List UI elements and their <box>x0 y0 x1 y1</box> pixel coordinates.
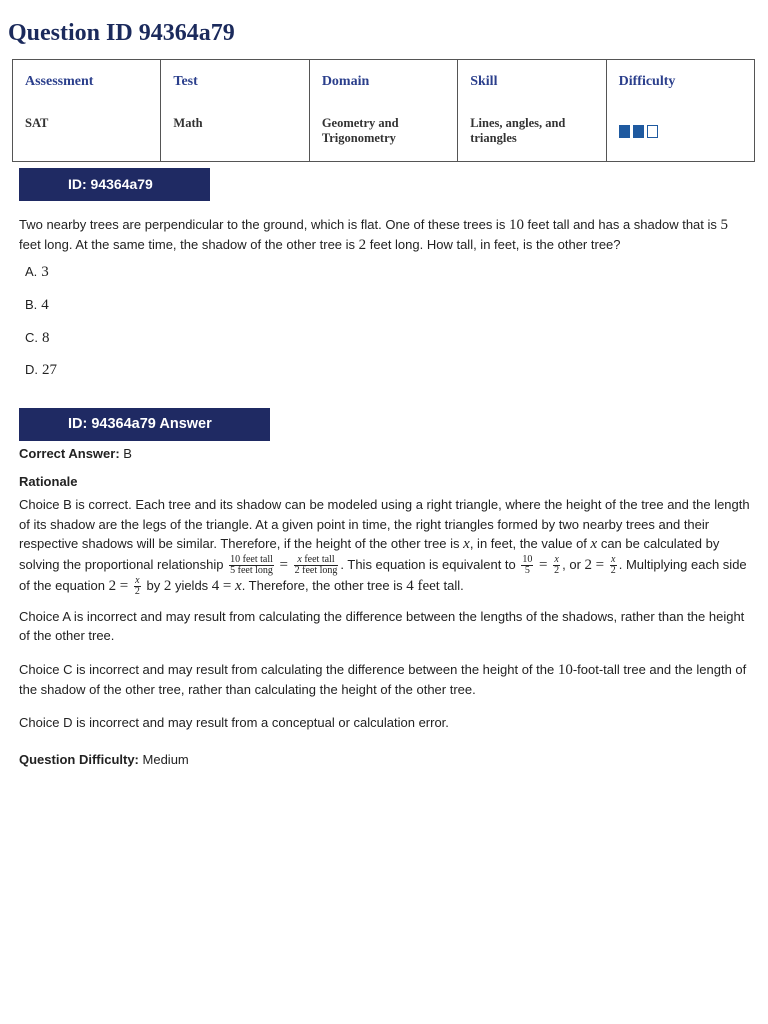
skill-column <box>458 60 606 161</box>
variable-x: x <box>297 553 302 565</box>
question-text-2: feet tall and has a shadow that is <box>523 217 721 232</box>
domain-value-line1: Geometry and <box>321 116 399 130</box>
difficulty-header: Difficulty <box>618 74 676 89</box>
rationale-text: , in feet, the value of <box>469 536 591 551</box>
fraction-denominator: 5 <box>524 564 530 576</box>
rationale-text: . Therefore, the other tree is <box>241 577 407 593</box>
question-number-10: 10 <box>508 217 524 233</box>
difficulty-box-empty <box>647 125 658 138</box>
rationale-text: -foot-tall tree and the length of the shadow of the other tree, rather than calculating the height of the other tree. <box>19 662 747 697</box>
difficulty-box-filled <box>633 125 644 138</box>
equals-sign: = <box>539 556 548 573</box>
fraction-numerator: 10 feet tall <box>230 553 273 565</box>
answer-4-feet: 4 feet <box>406 577 440 594</box>
number-4: 4 <box>211 577 220 594</box>
variable-x: x <box>135 574 140 586</box>
variable-x: x <box>590 536 598 552</box>
domain-header: Domain <box>321 74 370 89</box>
number-2: 2 <box>163 577 172 594</box>
fraction-denominator: 5 feet long <box>230 564 273 576</box>
number-2: 2 <box>584 556 593 573</box>
fraction-numerator <box>610 555 617 566</box>
fraction-denominator: 2 feet long <box>294 564 338 576</box>
choice-letter: D. <box>25 362 38 377</box>
correct-answer-label: Correct Answer: <box>19 446 120 461</box>
assessment-column <box>13 60 161 161</box>
fraction-10-over-5 <box>521 555 533 576</box>
choice-letter: B. <box>25 297 38 312</box>
choice-c-explanation <box>19 660 751 699</box>
assessment-value: SAT <box>25 116 49 130</box>
fraction-10-over-5-feet <box>229 555 274 576</box>
page-title: Question ID 94364a79 <box>8 20 235 46</box>
rationale-text: tall. <box>439 577 464 593</box>
rationale-text: yields <box>171 577 212 593</box>
metadata-table <box>12 59 755 162</box>
equals-sign: = <box>279 556 288 573</box>
difficulty-column <box>607 60 754 161</box>
domain-column <box>310 60 458 161</box>
domain-value <box>322 116 399 146</box>
question-stem <box>19 215 751 255</box>
rationale-text: Choice B is correct. Each tree and its shadow can be modeled using a right triangle, where the height of the tree and the length of its shadow are the legs of the triangle. At a given point in time, the right triangles formed by two nearby trees and their respective shadows will be similar. Therefore, if the height of the other tree is <box>19 497 750 551</box>
test-header: Test <box>173 74 198 89</box>
difficulty-box-filled <box>619 125 630 138</box>
fraction-denominator: 2 <box>554 564 560 576</box>
skill-value-line1: Lines, angles, and <box>470 116 566 130</box>
rationale-text: . This equation is equivalent to <box>340 556 520 572</box>
assessment-header: Assessment <box>25 74 94 89</box>
choice-value: 4 <box>41 297 49 313</box>
fraction-denominator: 2 <box>610 564 616 576</box>
choice-d-explanation: Choice D is incorrect and may result from a conceptual or calculation error. <box>19 715 449 730</box>
question-difficulty-value: Medium <box>142 752 189 767</box>
choice-letter: A. <box>25 264 38 279</box>
fraction-x-over-2-feet <box>294 555 339 576</box>
rationale-text: by <box>142 577 164 593</box>
answer-id-band: ID: 94364a79 Answer <box>19 408 270 441</box>
variable-x: x <box>463 536 470 552</box>
equals-sign: = <box>119 577 129 594</box>
fraction-x-over-2 <box>610 555 617 576</box>
choice-value: 27 <box>42 362 57 378</box>
fraction-x-over-2 <box>134 576 141 597</box>
fraction-denominator: 2 <box>134 585 140 597</box>
rationale-paragraph <box>19 495 751 597</box>
variable-x: x <box>235 577 242 594</box>
fraction-x-over-2 <box>553 555 560 576</box>
variable-x: x <box>554 553 559 565</box>
question-number-5: 5 <box>720 217 729 233</box>
question-text-3: feet long. At the same time, the shadow of the other tree is <box>19 237 359 252</box>
choice-a-explanation: Choice A is incorrect and may result from calculating the difference between the lengths of the shadows, rather than the height of the other tree. <box>19 609 745 643</box>
skill-header: Skill <box>470 74 498 89</box>
choice-c <box>25 330 50 347</box>
number-2: 2 <box>108 577 117 594</box>
correct-answer-value: B <box>123 446 132 461</box>
fraction-numerator <box>134 576 141 587</box>
choice-a <box>25 264 49 281</box>
choice-b <box>25 297 49 314</box>
rationale-text: . Multiplying each side of the equation <box>19 556 747 593</box>
equals-sign: = <box>222 577 232 594</box>
correct-answer-line <box>19 444 751 463</box>
rationale-text: can be calculated by solving the proportional relationship <box>19 536 720 572</box>
rationale-text: , or <box>562 556 581 572</box>
question-id-band: ID: 94364a79 <box>19 168 210 201</box>
choice-value: 8 <box>42 330 50 346</box>
skill-value <box>470 116 565 146</box>
test-value: Math <box>173 116 203 130</box>
fraction-numerator: 10 <box>522 553 533 565</box>
fraction-numerator <box>294 555 339 566</box>
question-number-2: 2 <box>358 237 367 253</box>
number-10: 10 <box>557 662 573 678</box>
equals-sign: = <box>595 556 605 573</box>
choice-d <box>25 362 57 379</box>
question-difficulty-line <box>19 750 751 769</box>
rationale-heading: Rationale <box>19 474 78 489</box>
question-text-1: Two nearby trees are perpendicular to the ground, which is flat. One of these trees is <box>19 217 509 232</box>
difficulty-indicator <box>619 125 658 138</box>
question-text-4: feet long. How tall, in feet, is the other tree? <box>366 237 621 252</box>
choice-letter: C. <box>25 330 38 345</box>
rationale-text: Choice C is incorrect and may result from calculating the difference between the height of the <box>19 662 558 677</box>
domain-value-line2: Trigonometry <box>321 131 396 145</box>
test-column <box>161 60 309 161</box>
variable-x: x <box>611 553 616 565</box>
question-difficulty-label: Question Difficulty: <box>19 752 139 767</box>
numerator-text: feet tall <box>301 553 335 565</box>
skill-value-line2: triangles <box>470 131 517 145</box>
fraction-numerator <box>553 555 560 566</box>
choice-value: 3 <box>41 264 49 280</box>
